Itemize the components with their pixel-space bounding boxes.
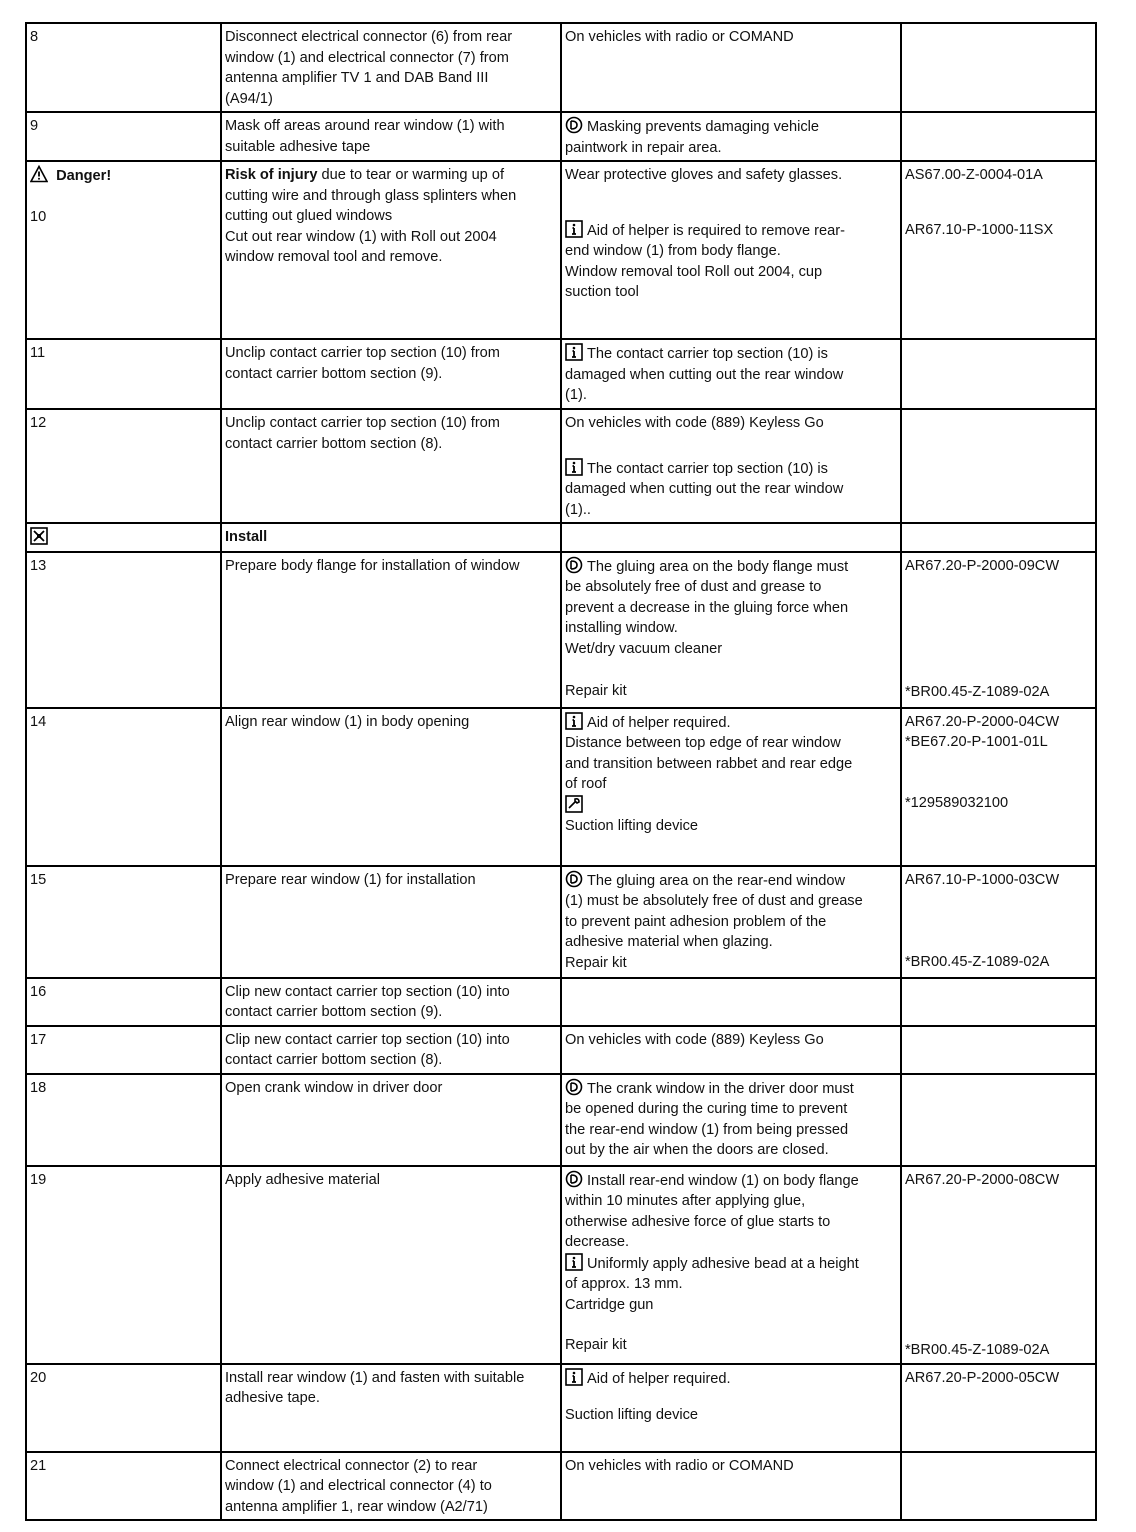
special-tool-icon (565, 795, 583, 813)
step-description: Connect electrical connector (2) to rear window (1) and electrical connector (4) to antenna amplifier 1, rear window (A2/71) (221, 1452, 561, 1521)
step-reference: AR67.20-P-2000-08CW *BR00.45-Z-1089-02A (901, 1166, 1096, 1364)
step-note: Wear protective gloves and safety glasses. Aid of helper is required to remove rear- end window (1) from body flange. Window removal tool Roll out 2004, cup suction tool (561, 161, 901, 339)
step-note: The crank window in the driver door must be opened during the curing time to prevent the rear-end window (1) from being pressed out by the air when the doors are closed. (561, 1074, 901, 1166)
step-note: Masking prevents damaging vehicle paintwork in repair area. (561, 112, 901, 161)
step-reference (901, 1026, 1096, 1074)
step-number: Danger! 10 (26, 161, 221, 339)
step-number: 17 (26, 1026, 221, 1074)
step-number: 18 (26, 1074, 221, 1166)
step-reference (901, 978, 1096, 1026)
step-number: 9 (26, 112, 221, 161)
caution-note-icon (565, 556, 583, 574)
step-description: Clip new contact carrier top section (10) into contact carrier bottom section (9). (221, 978, 561, 1026)
info-icon (565, 1253, 583, 1271)
step-reference: AR67.20-P-2000-09CW *BR00.45-Z-1089-02A (901, 552, 1096, 708)
caution-note-icon (565, 1170, 583, 1188)
caution-note-icon (565, 1078, 583, 1096)
info-icon (565, 1368, 583, 1386)
table-row (26, 1026, 1096, 1074)
table-row (26, 552, 1096, 708)
warning-triangle-icon (30, 165, 48, 183)
danger-label: Danger! (56, 168, 112, 184)
step-description: Unclip contact carrier top section (10) from contact carrier bottom section (8). (221, 409, 561, 523)
step-description: Disconnect electrical connector (6) from rear window (1) and electrical connector (7) from antenna amplifier TV 1 and DAB Band III (A94/1) (221, 23, 561, 112)
table-row (26, 708, 1096, 866)
step-reference: AS67.00-Z-0004-01A AR67.10-P-1000-11SX (901, 161, 1096, 339)
danger-title: Risk of injury (225, 167, 318, 183)
table-row (26, 112, 1096, 161)
step-note: On vehicles with code (889) Keyless Go (561, 1026, 901, 1074)
info-icon (565, 712, 583, 730)
procedure-document (25, 22, 1095, 1521)
step-number: 11 (26, 339, 221, 409)
step-note (561, 978, 901, 1026)
info-icon (565, 343, 583, 361)
step-note: On vehicles with code (889) Keyless Go The contact carrier top section (10) is damaged when cutting out the rear window (1).. (561, 409, 901, 523)
step-reference: AR67.20-P-2000-05CW (901, 1364, 1096, 1452)
table-row (26, 1452, 1096, 1521)
step-note: Install rear-end window (1) on body flange within 10 minutes after applying glue, otherwise adhesive force of glue starts to decrease. Uniformly apply adhesive bead at a height of approx. 13 mm. Cartridge gun Repair kit (561, 1166, 901, 1364)
caution-note-icon (565, 870, 583, 888)
step-number: 15 (26, 866, 221, 978)
step-note: On vehicles with radio or COMAND (561, 1452, 901, 1521)
step-description: Apply adhesive material (221, 1166, 561, 1364)
step-description: Open crank window in driver door (221, 1074, 561, 1166)
table-row (26, 523, 1096, 552)
table-row (26, 339, 1096, 409)
install-icon-cell (26, 523, 221, 552)
step-number: 19 (26, 1166, 221, 1364)
install-icon (30, 527, 48, 545)
step-description: Mask off areas around rear window (1) with suitable adhesive tape (221, 112, 561, 161)
step-number: 14 (26, 708, 221, 866)
caution-note-icon (565, 116, 583, 134)
table-row (26, 409, 1096, 523)
step-note: On vehicles with radio or COMAND (561, 23, 901, 112)
info-icon (565, 220, 583, 238)
procedure-table (25, 22, 1097, 1521)
step-number: 12 (26, 409, 221, 523)
table-row (26, 1166, 1096, 1364)
step-number: 20 (26, 1364, 221, 1452)
step-description: Prepare rear window (1) for installation (221, 866, 561, 978)
step-description: Risk of injury due to tear or warming up of cutting wire and through glass splinters when cutting out glued windows Cut out rear window (1) with Roll out 2004 window removal tool and remove. (221, 161, 561, 339)
step-reference (901, 339, 1096, 409)
step-note: Aid of helper required. Distance between top edge of rear window and transition between rabbet and rear edge of roof Suction lifting device (561, 708, 901, 866)
step-note: The gluing area on the rear-end window (1) must be absolutely free of dust and grease to prevent paint adhesion problem of the adhesive material when glazing. Repair kit (561, 866, 901, 978)
table-row (26, 1074, 1096, 1166)
step-note: The contact carrier top section (10) is damaged when cutting out the rear window (1). (561, 339, 901, 409)
step-description: Install rear window (1) and fasten with suitable adhesive tape. (221, 1364, 561, 1452)
table-row (26, 1364, 1096, 1452)
step-number: 21 (26, 1452, 221, 1521)
step-reference (901, 23, 1096, 112)
table-row (26, 161, 1096, 339)
step-reference (901, 1452, 1096, 1521)
section-heading: Install (221, 523, 561, 552)
step-reference (901, 409, 1096, 523)
step-reference (901, 1074, 1096, 1166)
step-description: Align rear window (1) in body opening (221, 708, 561, 866)
step-reference: AR67.10-P-1000-03CW *BR00.45-Z-1089-02A (901, 866, 1096, 978)
step-reference (901, 112, 1096, 161)
table-row (26, 978, 1096, 1026)
step-description: Clip new contact carrier top section (10) into contact carrier bottom section (8). (221, 1026, 561, 1074)
info-icon (565, 458, 583, 476)
table-row (26, 866, 1096, 978)
step-reference: AR67.20-P-2000-04CW *BE67.20-P-1001-01L *129589032100 (901, 708, 1096, 866)
step-number: 8 (26, 23, 221, 112)
step-note: Aid of helper required. Suction lifting device (561, 1364, 901, 1452)
step-description: Unclip contact carrier top section (10) from contact carrier bottom section (9). (221, 339, 561, 409)
step-note: The gluing area on the body flange must be absolutely free of dust and grease to prevent a decrease in the gluing force when installing window. Wet/dry vacuum cleaner Repair kit (561, 552, 901, 708)
step-number: 13 (26, 552, 221, 708)
step-number: 16 (26, 978, 221, 1026)
step-description: Prepare body flange for installation of window (221, 552, 561, 708)
table-row (26, 23, 1096, 112)
